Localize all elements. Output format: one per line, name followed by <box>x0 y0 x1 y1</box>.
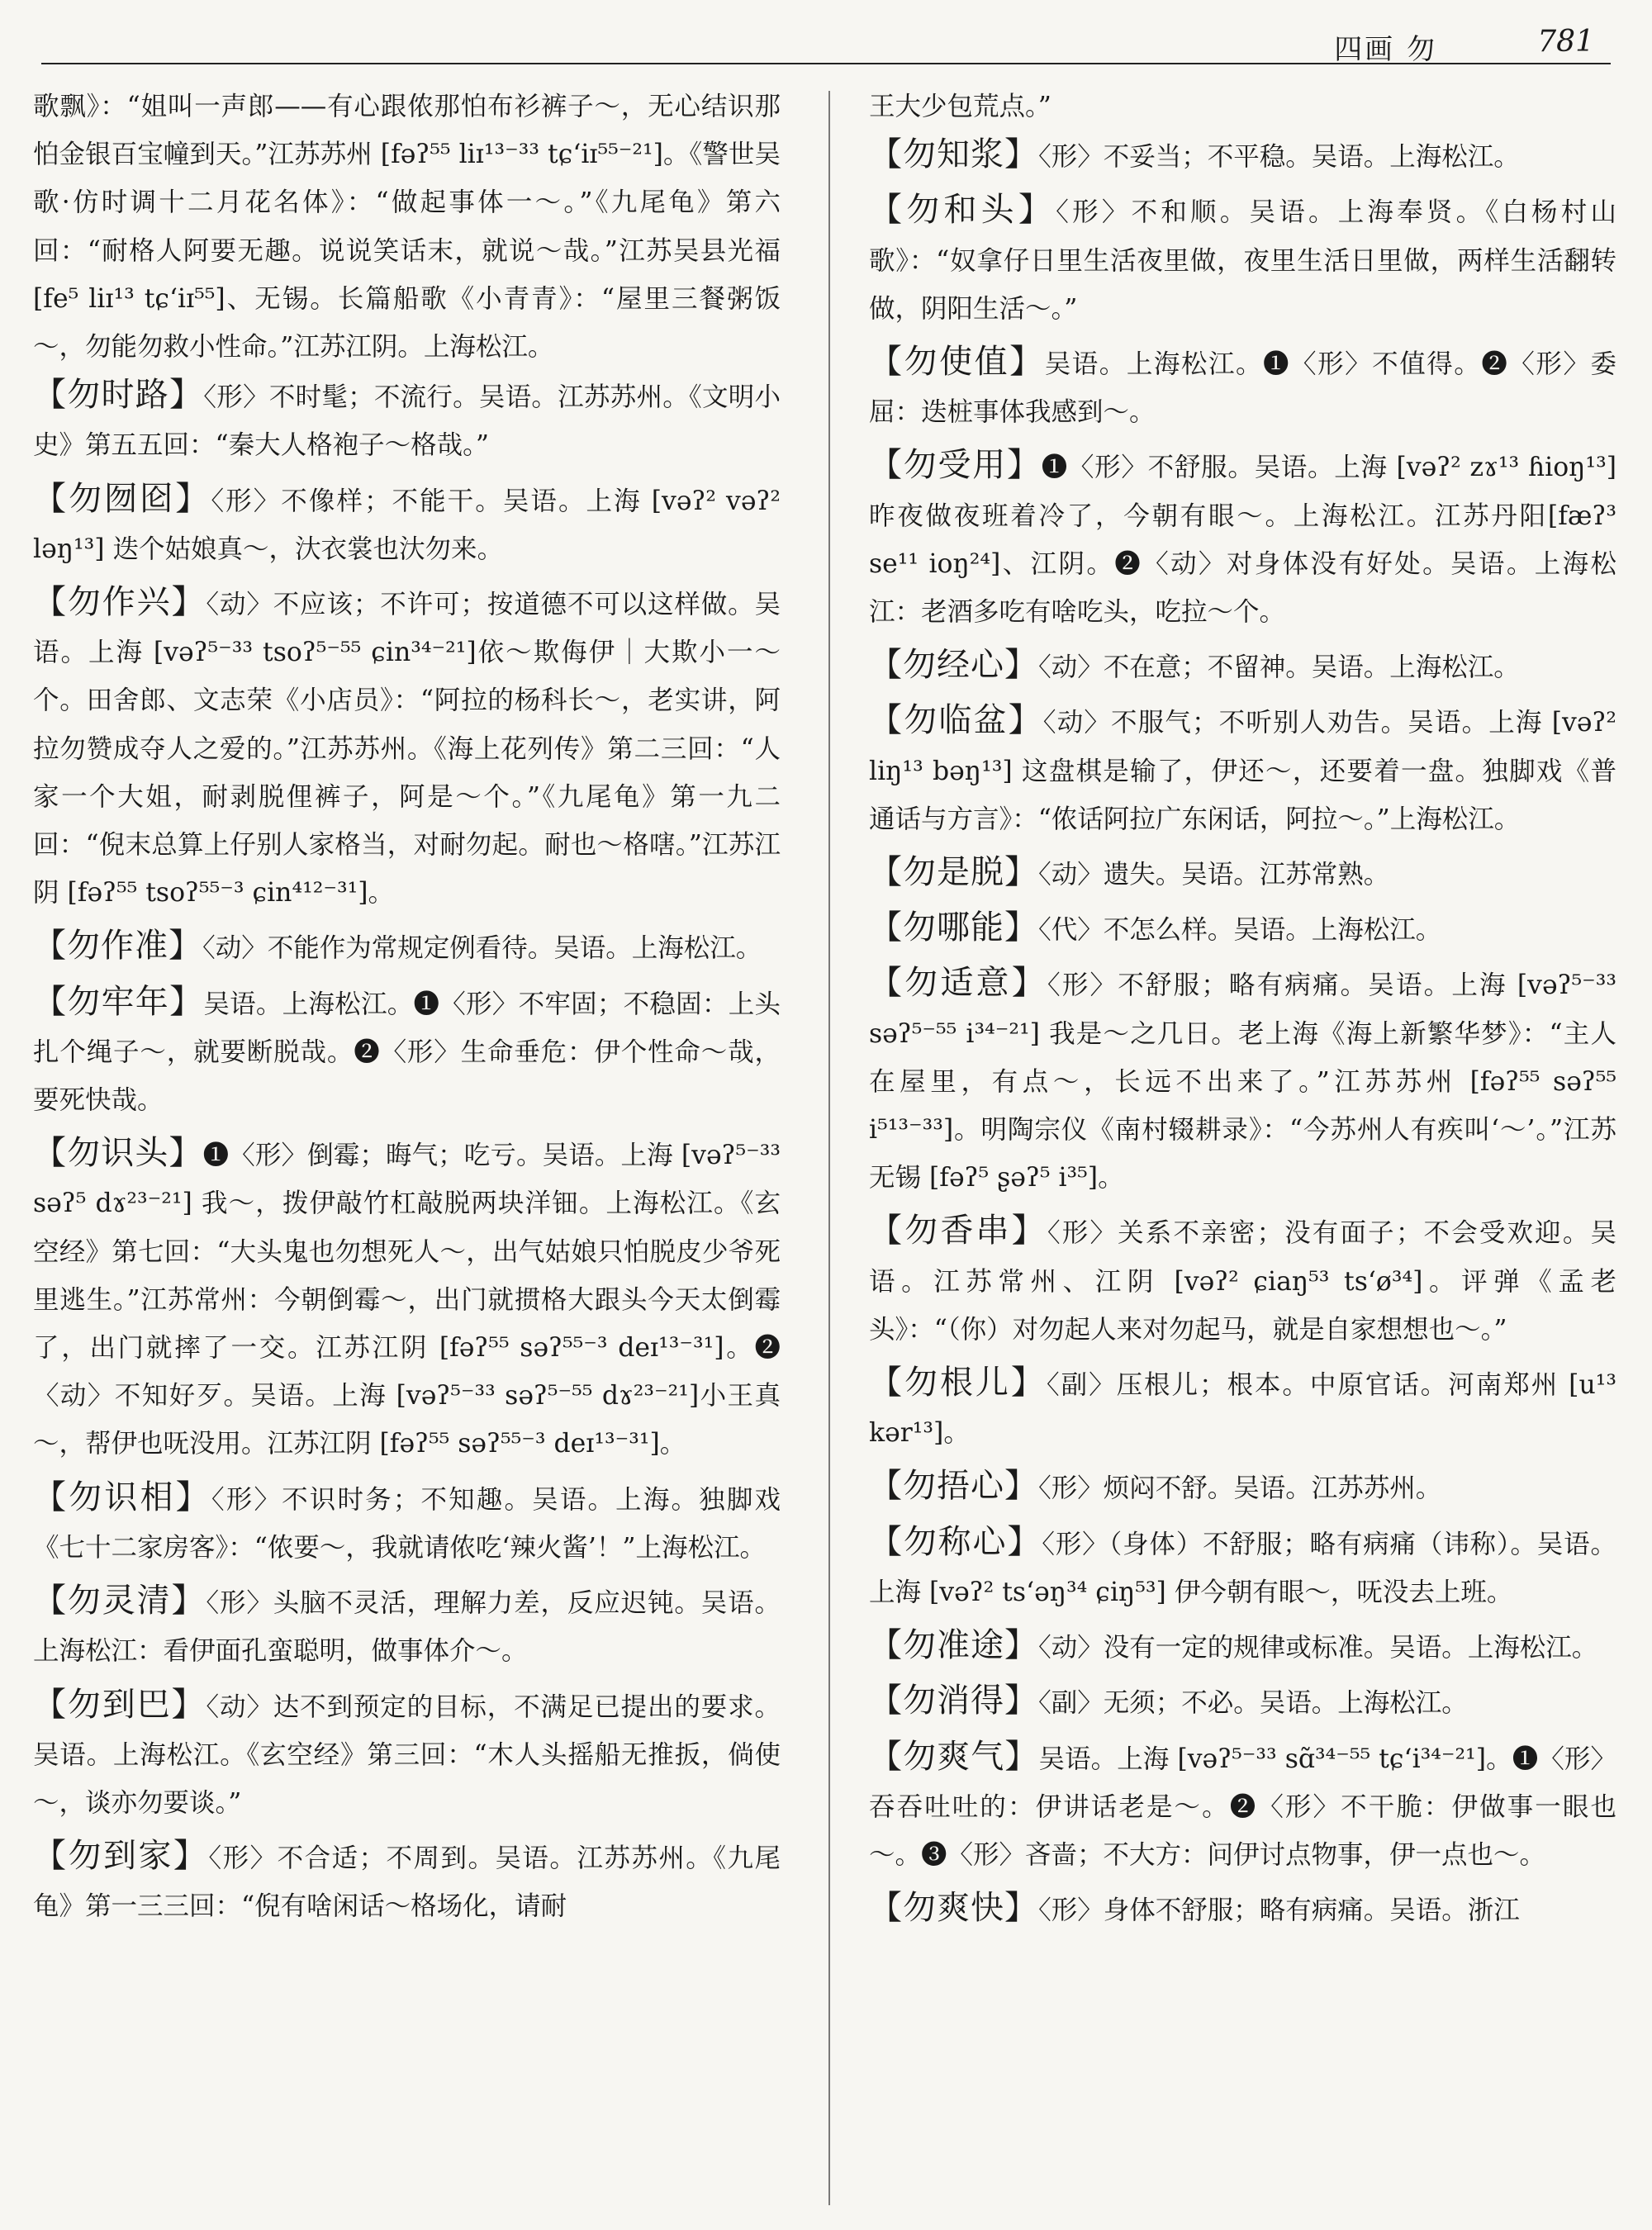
dictionary-entry <box>33 1832 781 1930</box>
entry-definition: 〈形〉烦闷不舒。吴语。江苏苏州。 <box>1038 1473 1442 1504</box>
entry-headword: 【勿到家】 <box>33 1837 209 1876</box>
dictionary-entry <box>33 371 781 469</box>
entry-headword: 【勿消得】 <box>869 1682 1038 1720</box>
entry-definition: 吴语。上海 [vəʔ⁵⁻³³ sɑ̃³⁴⁻⁵⁵ tɕʻi³⁴⁻²¹]。❶〈形〉吞吞吐吐的：伊讲话老是～。❷〈形〉不干脆：伊做事一眼也～。❸〈形〉吝啬；不大方：问伊讨点物事，伊一点也～。 <box>869 1744 1616 1870</box>
continuation-text: 歌飘》：“姐叫一声郎——有心跟侬那怕布衫裤子～，无心结识那怕金银百宝幢到天。”江苏苏州 [fəʔ⁵⁵ liɪ¹³⁻³³ tɕʻiɪ⁵⁵⁻²¹]。《警世吴歌·仿时调十二月花名体》：“做起事体一～。”《九尾龟》第六回：“耐格人阿要无趣。说说笑话末，就说～哉。”江苏吴县光福 [fe⁵ liɪ¹³ tɕʻiɪ⁵⁵]、无锡。长篇船歌《小青青》：“屋里三餐粥饭～，勿能勿救小性命。”江苏江阴。上海松江。 <box>33 92 781 363</box>
entry-definition: 吴语。上海松江。❶〈形〉不值得。❷〈形〉委屈：迭桩事体我感到～。 <box>869 349 1616 428</box>
page-header <box>41 20 1611 64</box>
column-divider <box>828 91 830 2205</box>
dictionary-entry <box>869 338 1616 436</box>
dictionary-entry <box>33 978 781 1125</box>
entry-definition: 〈动〉不应该；不许可；按道德不可以这样做。吴语。上海 [vəʔ⁵⁻³³ tsoʔ⁵⁻⁵⁵ ɕin³⁴⁻²¹]依～欺侮伊｜大欺小一～个。田舍郎、文志荣《小店员》：“阿拉的杨科长～，老实讲，阿拉勿赞成夺人之爱的。”江苏苏州。《海上花列传》第二三回：“人家一个大姐，耐剥脱俚裤子，阿是～个。”《九尾龟》第一九二回：“倪末总算上仔别人家格当，对耐勿起。耐也～格嗐。”江苏江阴 [fəʔ⁵⁵ tsoʔ⁵⁵⁻³ ɕin⁴¹²⁻³¹]。 <box>33 590 781 909</box>
section-title: 四画 勿 <box>1334 33 1437 66</box>
entry-headword: 【勿作准】 <box>33 927 202 966</box>
dictionary-entry <box>33 475 781 573</box>
right-column <box>869 83 1616 2213</box>
entry-headword: 【勿识头】 <box>33 1134 203 1173</box>
entry-headword: 【勿时路】 <box>33 376 204 415</box>
entry-definition: 〈动〉遗失。吴语。江苏常熟。 <box>1038 860 1390 890</box>
entry-headword: 【勿和头】 <box>869 191 1056 230</box>
entry-definition: 〈形〉不像样；不能干。吴语。上海 [vəʔ² vəʔ² ləŋ¹³] 迭个姑娘真～，汏衣裳也汏勿来。 <box>33 486 781 564</box>
dictionary-entry <box>869 1621 1616 1672</box>
continuation-text: 王大少包荒点。” <box>869 92 1051 121</box>
entry-definition: 〈形〉不识时务；不知趣。吴语。上海。独脚戏《七十二家房客》：“侬要～，我就请侬吃‘辣火酱’！”上海松江。 <box>33 1484 781 1563</box>
dictionary-entry <box>869 696 1616 843</box>
entry-headword: 【勿使值】 <box>869 343 1045 382</box>
entry-definition: 〈形〉头脑不灵活，理解力差，反应迟钝。吴语。上海松江：看伊面孔蛮聪明，做事体介～。 <box>33 1588 781 1667</box>
dictionary-entry <box>869 1359 1616 1457</box>
page-number: 781 <box>1537 25 1594 59</box>
entry-definition: 〈形〉不合适；不周到。吴语。江苏苏州。《九尾龟》第一三三回：“倪有啥闲话～格场化，请耐 <box>33 1843 781 1922</box>
dictionary-entry <box>869 1733 1616 1880</box>
entry-headword: 【勿准途】 <box>869 1626 1038 1665</box>
entry-definition: 〈形〉关系不亲密；没有面子；不会受欢迎。吴语。江苏常州、江阴 [vəʔ² ɕiaŋ⁵³ tsʻø³⁴]。评弹《孟老头》：“（你）对勿起人来对勿起马，就是自家想想也～。” <box>869 1218 1616 1345</box>
dictionary-entry <box>869 641 1616 691</box>
entry-headword: 【勿灵清】 <box>33 1582 206 1620</box>
entry-headword: 【勿到巴】 <box>33 1685 206 1724</box>
dictionary-entry <box>33 578 781 917</box>
entry-headword: 【勿捂心】 <box>869 1467 1038 1506</box>
entry-headword: 【勿爽快】 <box>869 1889 1038 1928</box>
dictionary-entry <box>33 1129 781 1468</box>
dictionary-entry <box>869 1677 1616 1727</box>
entry-definition: 〈副〉压根儿；根本。中原官话。河南郑州 [u¹³ kər¹³]。 <box>869 1370 1616 1449</box>
entry-definition: 〈动〉不在意；不留神。吴语。上海松江。 <box>1038 652 1520 683</box>
entry-definition: 〈动〉不能作为常规定例看待。吴语。上海松江。 <box>202 933 762 964</box>
dictionary-entry <box>869 130 1616 181</box>
entry-headword: 【勿称心】 <box>869 1522 1042 1561</box>
entry-headword: 【勿牢年】 <box>33 982 204 1021</box>
dictionary-entry <box>869 1884 1616 1934</box>
entry-headword: 【勿识相】 <box>33 1478 211 1516</box>
entry-definition: 〈副〉无须；不必。吴语。上海松江。 <box>1038 1688 1468 1719</box>
dictionary-entry <box>33 1473 781 1572</box>
dictionary-entry <box>33 1681 781 1828</box>
dictionary-entry <box>869 904 1616 954</box>
entry-definition: 〈形〉（身体）不舒服；略有病痛（讳称）。吴语。上海 [vəʔ² tsʻəŋ³⁴ ɕiŋ⁵³] 伊今朝有眼～，呒没去上班。 <box>869 1529 1616 1607</box>
entry-definition: 〈形〉不和顺。吴语。上海奉贤。《白杨村山歌》：“奴拿仔日里生活夜里做，夜里生活日里做，两样生活翻转做，阴阳生活～。” <box>869 197 1616 324</box>
entry-definition: 〈动〉达不到预定的目标，不满足已提出的要求。吴语。上海松江。《玄空经》第三回：“木人头摇船无推扳，倘使～，谈亦勿要谈。” <box>33 1691 781 1818</box>
dictionary-entry <box>869 1207 1616 1354</box>
entry-definition: 吴语。上海松江。❶〈形〉不牢固；不稳固：上头扎个绳子～，就要断脱哉。❷〈形〉生命垂危：伊个性命～哉，要死快哉。 <box>33 989 781 1116</box>
entry-headword: 【勿经心】 <box>869 646 1038 685</box>
entry-headword: 【勿知浆】 <box>869 135 1038 174</box>
entry-definition: 〈动〉没有一定的规律或标准。吴语。上海松江。 <box>1038 1633 1598 1663</box>
dictionary-entry <box>869 441 1616 636</box>
entry-definition: ❶〈形〉不舒服。吴语。上海 [vəʔ² zɤ¹³ ɦioŋ¹³]昨夜做夜班着冷了，今朝有眼～。上海松江。江苏丹阳[fæʔ³ se¹¹ ioŋ²⁴]、江阴。❷〈动〉对身体没有好处。吴语。上海松江：老酒多吃有啥吃头，吃拉～个。 <box>869 453 1616 628</box>
entry-headword: 【勿临盆】 <box>869 701 1043 740</box>
entry-headword: 【勿适意】 <box>869 964 1047 1003</box>
entry-headword: 【勿囫囵】 <box>33 479 211 518</box>
entry-definition: ❶〈形〉倒霉；晦气；吃亏。吴语。上海 [vəʔ⁵⁻³³ səʔ⁵ dɤ²³⁻²¹] 我～，拨伊敲竹杠敲脱两块洋钿。上海松江。《玄空经》第七回：“大头鬼也勿想死人～，出气姑娘只怕脱皮少爷死里逃生。”江苏常州：今朝倒霉～，出门就掼格大跟头今天太倒霉了，出门就摔了一交。江苏江阴 [fəʔ⁵⁵ səʔ⁵⁵⁻³ deɪ¹³⁻³¹]。❷〈动〉不知好歹。吴语。上海 [vəʔ⁵⁻³³ səʔ⁵⁻⁵⁵ dɤ²³⁻²¹]小王真～，帮伊也呒没用。江苏江阴 [fəʔ⁵⁵ səʔ⁵⁵⁻³ deɪ¹³⁻³¹]。 <box>33 1141 781 1459</box>
entry-headword: 【勿作兴】 <box>33 583 206 622</box>
entry-definition: 〈代〉不怎么样。吴语。上海松江。 <box>1038 915 1442 946</box>
entry-definition: 〈形〉不舒服；略有病痛。吴语。上海 [vəʔ⁵⁻³³ səʔ⁵⁻⁵⁵ i³⁴⁻²¹] 我是～之几日。老上海《海上新繁华梦》：“主人在屋里，有点～，长远不出来了。”江苏苏州 [fəʔ⁵⁵ səʔ⁵⁵ i⁵¹³⁻³³]。明陶宗仪《南村辍耕录》：“今苏州人有疾叫‘～’。”江苏无锡 [fəʔ⁵ ʂəʔ⁵ i³⁵]。 <box>869 970 1616 1193</box>
dictionary-entry <box>869 1518 1616 1616</box>
entry-definition: 〈形〉身体不舒服；略有病痛。吴语。浙江 <box>1038 1896 1520 1926</box>
entry-headword: 【勿香串】 <box>869 1212 1047 1250</box>
left-column <box>33 83 781 2213</box>
entry-definition: 〈动〉不服气；不听别人劝告。吴语。上海 [vəʔ² liŋ¹³ bəŋ¹³] 这盘棋是输了，伊还～，还要着一盘。独脚戏《普通话与方言》：“侬话阿拉广东闲话，阿拉～。”上海松江。 <box>869 708 1616 834</box>
entry-definition: 〈形〉不时髦；不流行。吴语。江苏苏州。《文明小史》第五五回：“秦大人格袍子～格哉。” <box>33 382 781 461</box>
entry-headword: 【勿根儿】 <box>869 1364 1047 1402</box>
entry-headword: 【勿哪能】 <box>869 909 1038 947</box>
dictionary-entry <box>869 848 1616 899</box>
dictionary-entry <box>33 1577 781 1675</box>
entry-headword: 【勿爽气】 <box>869 1737 1039 1776</box>
entry-headword: 【勿是脱】 <box>869 853 1038 892</box>
dictionary-entry <box>869 186 1616 333</box>
dictionary-entry <box>33 922 781 972</box>
entry-headword: 【勿受用】 <box>869 446 1042 485</box>
dictionary-entry <box>869 959 1616 1202</box>
dictionary-entry <box>869 1462 1616 1512</box>
entry-definition: 〈形〉不妥当；不平稳。吴语。上海松江。 <box>1038 142 1520 173</box>
